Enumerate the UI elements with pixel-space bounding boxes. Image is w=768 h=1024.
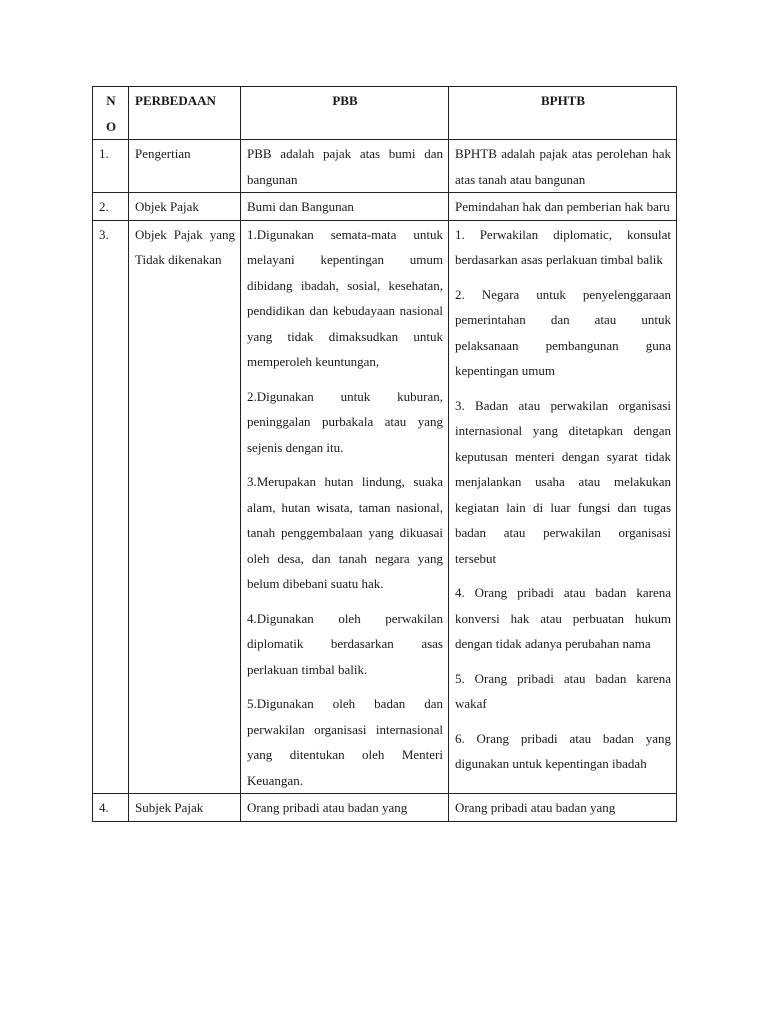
table-row [93,140,677,193]
row-number: 1. [93,140,129,193]
bphtb-paragraph: 4. Orang pribadi atau badan karena konversi hak atau perbuatan hukum dengan tidak adanya perubahan nama [455,585,671,651]
bphtb-paragraph: Pemindahan hak dan pemberian hak baru [455,199,670,214]
bphtb-paragraph: 1. Perwakilan diplomatic, konsulat berdasarkan asas perlakuan timbal balik [455,226,671,267]
perbedaan-paragraph: Objek Pajak yang Tidak dikenakan [135,226,235,267]
header-perbedaan: PERBEDAAN [129,87,241,140]
row-pbb [241,140,449,193]
row-perbedaan: Subjek Pajak [129,794,241,822]
header-no-line1: N [106,93,116,108]
pbb-paragraph: Orang pribadi atau badan yang [247,800,408,815]
bphtb-paragraph: Orang pribadi atau badan yang [455,800,616,815]
table-row [93,220,677,794]
row-perbedaan [129,220,241,794]
row-bphtb [449,794,677,822]
pbb-paragraph: 3.Merupakan hutan lindung, suaka alam, hutan wisata, taman nasional, tanah penggembalaan yang dikuasai oleh desa, dan tanah negara yang belum dibebani suatu hak. [247,474,443,591]
bphtb-paragraph: 3. Badan atau perwakilan organisasi internasional yang ditetapkan dengan keputusan menteri dengan syarat tidak menjalankan usaha atau melakukan kegiatan lain di luar fungsi dan tugas badan atau perwakilan organisasi tersebut [455,397,671,566]
pbb-paragraph: 4.Digunakan oleh perwakilan diplomatik berdasarkan asas perlakuan timbal balik. [247,610,443,677]
row-perbedaan: Pengertian [129,140,241,193]
row-pbb [241,794,449,822]
pbb-paragraph: 1.Digunakan semata-mata untuk melayani kepentingan umum dibidang ibadah, sosial, kesehatan, pendidikan dan kebudayaan nasional yang tidak dimaksudkan untuk memperoleh keuntungan, [247,226,443,369]
bphtb-paragraph: 5. Orang pribadi atau badan karena wakaf [455,670,671,711]
row-pbb [241,220,449,794]
row-number: 2. [93,193,129,221]
bphtb-paragraph: 2. Negara untuk penyelenggaraan pemerintahan dan atau untuk pelaksanaan pembangunan guna kepentingan umum [455,286,671,378]
pbb-paragraph: 2.Digunakan untuk kuburan, peninggalan purbakala atau yang sejenis dengan itu. [247,388,443,455]
pbb-paragraph: Bumi dan Bangunan [247,199,354,214]
header-pbb: PBB [241,87,449,140]
header-row [93,87,677,140]
row-perbedaan: Objek Pajak [129,193,241,221]
pbb-paragraph: PBB adalah pajak atas bumi dan bangunan [247,146,443,187]
row-bphtb [449,193,677,221]
bphtb-paragraph: BPHTB adalah pajak atas perolehan hak atas tanah atau bangunan [455,146,671,187]
row-bphtb [449,220,677,794]
row-pbb [241,193,449,221]
row-number: 4. [93,794,129,822]
table-row [93,193,677,221]
comparison-table [92,86,677,822]
bphtb-paragraph: 6. Orang pribadi atau badan yang digunakan untuk kepentingan ibadah [455,730,671,771]
table-row [93,794,677,822]
header-no [93,87,129,140]
pbb-paragraph: 5.Digunakan oleh badan dan perwakilan organisasi internasional yang ditentukan oleh Menteri Keuangan. [247,696,443,788]
row-bphtb [449,140,677,193]
header-no-line2: O [105,118,117,134]
row-number: 3. [93,220,129,794]
header-bphtb: BPHTB [449,87,677,140]
